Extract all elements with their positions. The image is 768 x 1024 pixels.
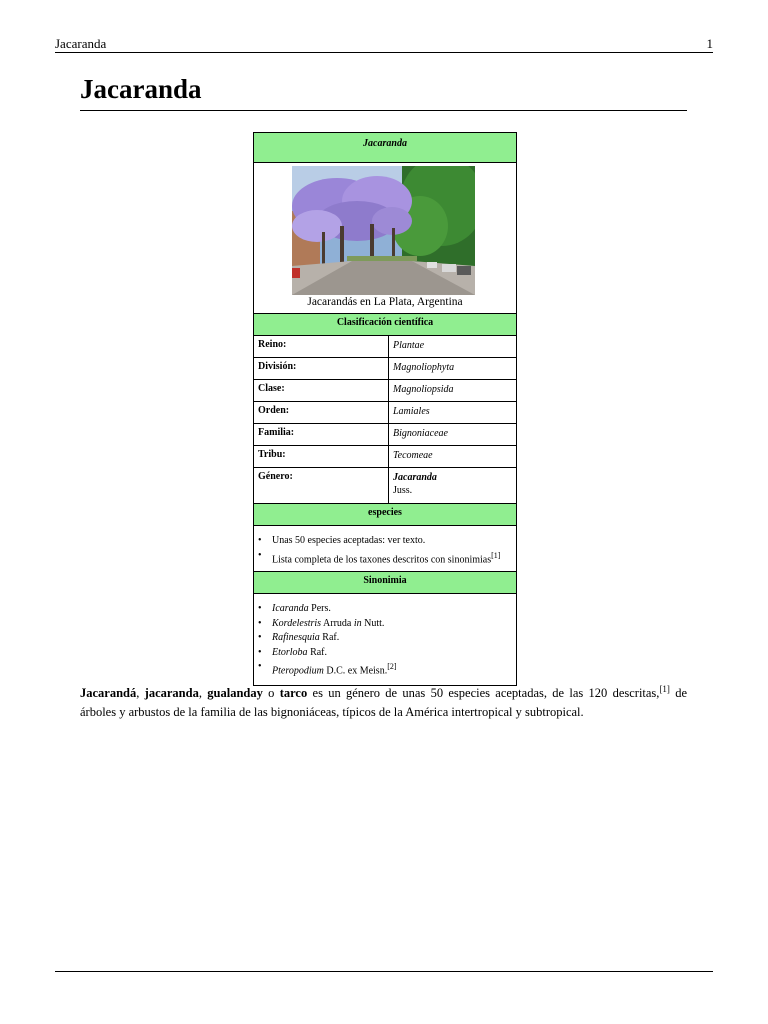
- synonym-name: Rafinesquia: [272, 632, 320, 644]
- synonymy-header: Sinonimia: [254, 572, 516, 594]
- synonym-author: Raf.: [322, 632, 340, 644]
- taxon-row-tribu: [254, 446, 516, 468]
- photo-illustration: [292, 166, 475, 295]
- taxon-rank: Género:: [254, 468, 389, 503]
- taxon-rank: Clase:: [254, 380, 389, 401]
- taxon-value: [389, 468, 516, 503]
- common-name-3: gualanday: [207, 686, 263, 701]
- running-header-title: Jacaranda: [55, 36, 107, 51]
- classification-header: Clasificación científica: [254, 314, 516, 336]
- taxon-value[interactable]: Lamiales: [393, 406, 430, 417]
- synonym-author: Raf.: [310, 646, 328, 658]
- common-name-2: jacaranda: [144, 686, 199, 701]
- taxon-row-familia: [254, 424, 516, 446]
- separator: o: [262, 686, 280, 701]
- taxon-rank: Familia:: [254, 424, 389, 445]
- taxon-rank: Reino:: [254, 336, 389, 357]
- taxon-value[interactable]: Tecomeae: [393, 450, 433, 461]
- species-header: especies: [254, 504, 516, 526]
- list-item: [272, 631, 512, 646]
- running-header: [55, 36, 713, 53]
- synonym-name: Etorloba: [272, 646, 308, 658]
- reference-link[interactable]: [1]: [659, 684, 670, 694]
- separator: ,: [136, 686, 145, 701]
- synonym-name: Kordelestris: [272, 617, 322, 629]
- taxon-rank: División:: [254, 358, 389, 379]
- species-text[interactable]: Unas 50 especies aceptadas: ver texto.: [272, 535, 426, 546]
- list-item: [272, 534, 512, 549]
- paragraph-text: es un género de unas 50 especies aceptadas, de las 120 descritas,: [307, 686, 660, 701]
- synonym-author: D.C. ex Meisn.: [326, 665, 388, 677]
- taxon-row-genero: [254, 468, 516, 504]
- synonym-pre-author: Arruda: [323, 617, 352, 629]
- page-title: Jacaranda: [80, 72, 687, 111]
- taxobox-title: Jacaranda: [254, 133, 516, 163]
- list-item: [272, 617, 512, 632]
- taxon-row-reino: [254, 336, 516, 358]
- paragraph-text: de árboles y arbustos de la familia de las bignoniáceas, típicos de la América intertropical y subtropical.: [80, 686, 688, 720]
- taxon-row-orden: [254, 402, 516, 424]
- taxon-value[interactable]: Magnoliophyta: [393, 362, 455, 373]
- list-item: [272, 602, 512, 617]
- taxon-row-clase: [254, 380, 516, 402]
- synonym-name: Icaranda: [272, 603, 309, 615]
- taxon-rank: Orden:: [254, 402, 389, 423]
- taxobox: [253, 132, 517, 686]
- reference-link[interactable]: [2]: [387, 662, 397, 672]
- list-item: [272, 660, 512, 679]
- synonym-author: Pers.: [311, 603, 331, 615]
- taxon-value[interactable]: Magnoliopsida: [393, 384, 454, 395]
- synonym-author: Nutt.: [364, 617, 385, 629]
- separator: ,: [198, 686, 208, 701]
- footer-rule: [55, 971, 713, 972]
- synonym-in: in: [353, 617, 362, 629]
- taxon-value[interactable]: Bignoniaceae: [393, 428, 448, 439]
- list-item: [272, 549, 512, 568]
- reference-link[interactable]: [1]: [491, 550, 501, 560]
- image-caption: Jacarandás en La Plata, Argentina: [307, 296, 463, 308]
- intro-paragraph: [80, 680, 687, 722]
- common-name-4: tarco: [279, 686, 308, 701]
- species-list: [254, 526, 516, 572]
- jacaranda-street-photo[interactable]: [292, 166, 475, 295]
- genus-author[interactable]: Juss.: [393, 485, 413, 496]
- common-name-1: Jacarandá: [80, 686, 137, 701]
- taxobox-image-cell: [254, 163, 516, 314]
- taxon-row-division: [254, 358, 516, 380]
- synonym-list: [254, 594, 516, 685]
- species-text[interactable]: Lista completa de los taxones descritos con sinonimias: [272, 553, 492, 565]
- page-number: 1: [706, 36, 713, 51]
- list-item: [272, 646, 512, 661]
- taxon-rank: Tribu:: [254, 446, 389, 467]
- genus-name: Jacaranda: [393, 472, 437, 483]
- taxon-value[interactable]: Plantae: [393, 340, 425, 351]
- synonym-name: Pteropodium: [272, 665, 324, 677]
